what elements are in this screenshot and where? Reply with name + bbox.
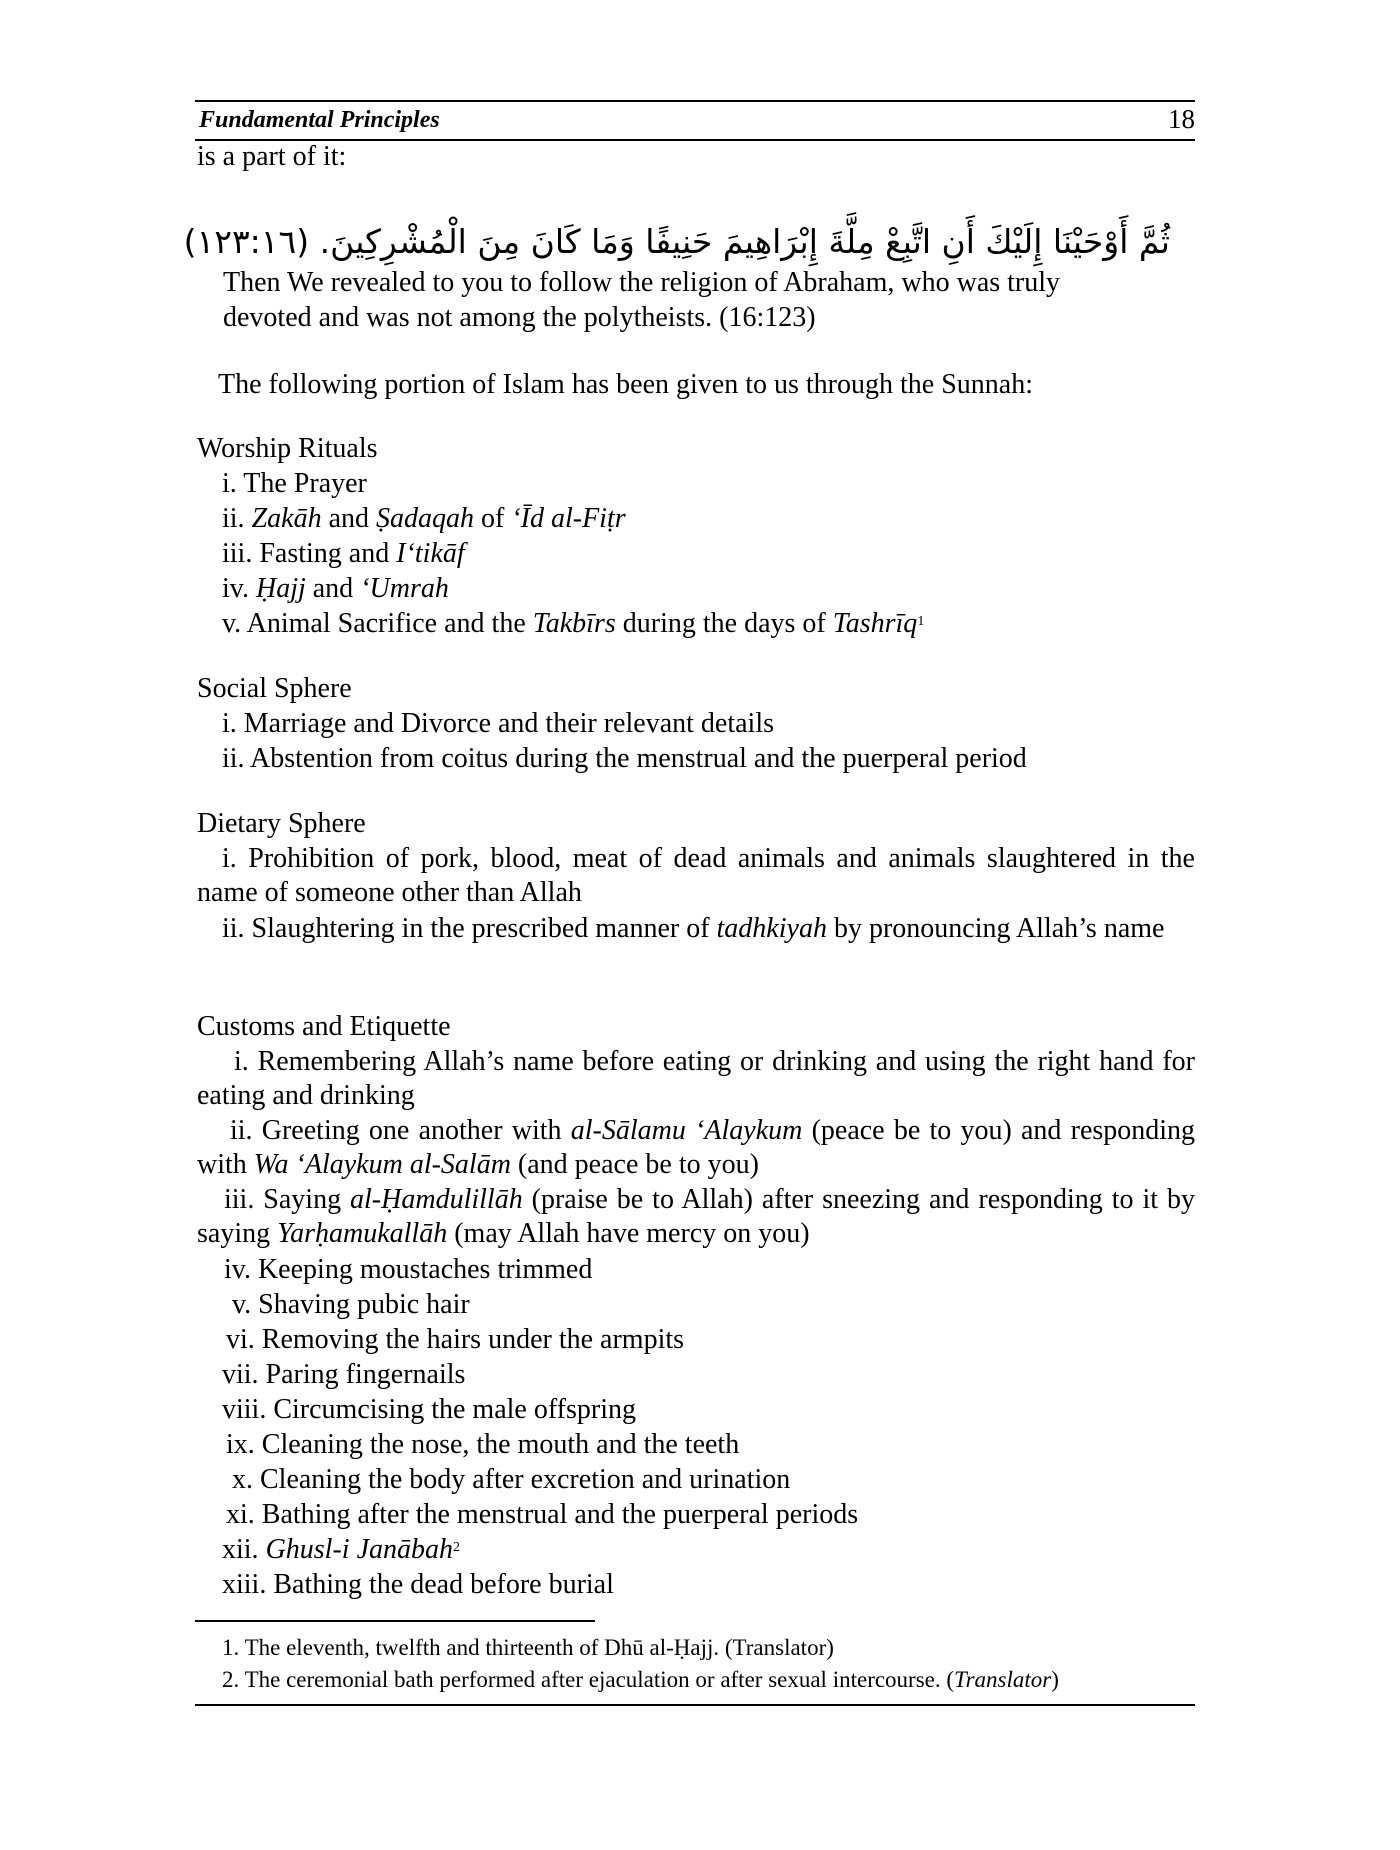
list-item: ii. Greeting one another with al-Sālamu ‘Alaykum (peace be to you) and responding with Wa ‘Alaykum al-Salām (and peace be to you)	[197, 1115, 1196, 1180]
list-item: i. Marriage and Divorce and their relevant details	[222, 708, 774, 739]
section-heading-customs: Customs and Etiquette	[197, 1011, 451, 1042]
header-top-rule	[195, 100, 1195, 102]
footnote-ref: 2	[453, 1540, 460, 1555]
list-item: xiii. Bathing the dead before burial	[222, 1569, 614, 1600]
list-item: v. Animal Sacrifice and the Takbīrs during the days of Tashrīq$^1$	[222, 608, 925, 639]
footnote-2: 2. The ceremonial bath performed after ejaculation or after sexual intercourse. (Translator)	[222, 1667, 1059, 1692]
list-item: ii. Slaughtering in the prescribed manner of tadhkiyah by pronouncing Allah’s name	[222, 913, 1165, 944]
list-item: ii. Zakāh and Ṣadaqah of ‘Īd al-Fiṭr	[222, 503, 626, 534]
footnote-ref: 1	[917, 614, 925, 629]
list-item: xii. Ghusl-i Janābah$^2$	[222, 1534, 460, 1565]
footnote-1: 1. The eleventh, twelfth and thirteenth of Dhū al-Ḥajj. (Translator)	[222, 1635, 834, 1660]
list-item: i. Prohibition of pork, blood, meat of dead animals and animals slaughtered in the name of someone other than Allah	[197, 843, 1195, 908]
section-heading-social: Social Sphere	[197, 673, 352, 704]
list-item: v. Shaving pubic hair	[232, 1289, 470, 1320]
section-heading-dietary: Dietary Sphere	[197, 808, 366, 839]
translation-line-2: devoted and was not among the polytheists. (16:123)	[223, 302, 816, 333]
list-item: i. The Prayer	[222, 468, 367, 499]
list-item: iii. Saying al-Ḥamdulillāh (praise be to Allah) after sneezing and responding to it by saying Yarḥamukallāh (may Allah have mercy on you)	[197, 1184, 1195, 1249]
list-item: vi. Removing the hairs under the armpits	[226, 1324, 685, 1355]
list-item: ix. Cleaning the nose, the mouth and the teeth	[226, 1429, 740, 1460]
translation-line-1: Then We revealed to you to follow the religion of Abraham, who was truly	[223, 267, 1061, 298]
list-item: iii. Fasting and I‘tikāf	[222, 538, 465, 569]
sunnah-intro: The following portion of Islam has been given to us through the Sunnah:	[218, 369, 1033, 400]
intro-line: is a part of it:	[197, 141, 347, 172]
list-item: iv. Ḥajj and ‘Umrah	[222, 573, 449, 604]
list-item: i. Remembering Allah’s name before eating or drinking and using the right hand for eating and drinking	[197, 1046, 1195, 1111]
page-number: 18	[1168, 104, 1195, 134]
list-item: xi. Bathing after the menstrual and the puerperal periods	[226, 1499, 859, 1530]
arabic-verse: ثُمَّ أَوْحَيْنَا إِلَيْكَ أَنِ اتَّبِعْ مِلَّةَ إِبْرَاهِيمَ حَنِيفًا وَمَا كَانَ مِنَ الْمُشْرِكِينَ. (١٢٣:١٦)	[183, 222, 1170, 261]
footer-rule	[195, 1704, 1195, 1706]
list-item: iv. Keeping moustaches trimmed	[224, 1254, 593, 1285]
section-heading-worship: Worship Rituals	[197, 433, 378, 464]
list-item: vii. Paring fingernails	[222, 1359, 466, 1390]
list-item: ii. Abstention from coitus during the menstrual and the puerperal period	[222, 743, 1027, 774]
running-header-title: Fundamental Principles	[199, 107, 440, 133]
list-item: viii. Circumcising the male offspring	[222, 1394, 636, 1425]
list-item: x. Cleaning the body after excretion and urination	[232, 1464, 791, 1495]
footnote-separator	[195, 1620, 595, 1622]
